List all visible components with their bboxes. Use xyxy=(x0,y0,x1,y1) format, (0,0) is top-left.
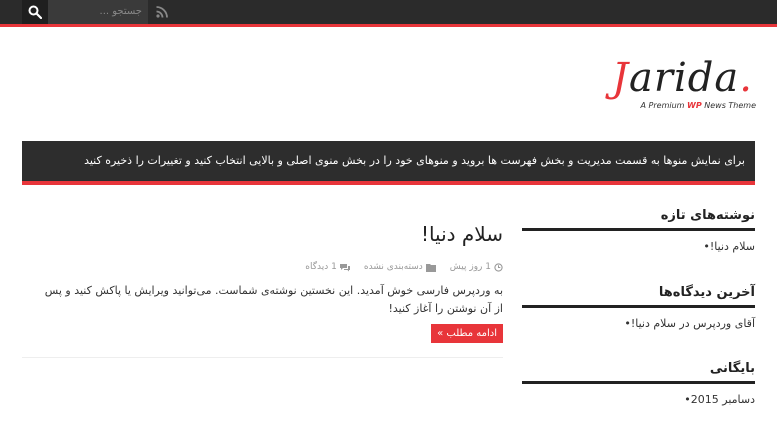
rss-icon[interactable] xyxy=(155,5,169,19)
logo-wordmark: Jarida. xyxy=(612,55,753,101)
folder-icon xyxy=(426,263,436,272)
widget-title: نوشته‌های تازه xyxy=(660,208,755,223)
post-excerpt: به وردپرس فارسی خوش آمدید. این نخستین نوشته‌ی شماست. می‌توانید ویرایش یا پاکش کنید و پس از آن نوشتن را آغاز کنید! xyxy=(44,284,503,315)
nav-notice: برای نمایش منوها به قسمت مدیریت و بخش فهرست ها بروید و منوهای خود را در بخش منوی اصلی و بالایی انتخاب کنید و تغییرات را ذخیره کنید xyxy=(84,154,745,167)
site-logo[interactable] xyxy=(612,55,762,115)
widget-title-bar xyxy=(522,305,755,308)
post-title[interactable]: سلام دنیا! xyxy=(420,222,503,246)
post-comments[interactable]: 1 دیدگاه xyxy=(305,262,350,272)
widget-title: بایگانی xyxy=(709,361,755,376)
widget-recent-comments xyxy=(522,282,755,330)
post-meta xyxy=(305,262,503,272)
search-button[interactable] xyxy=(22,0,48,24)
post-date: 1 روز پیش xyxy=(450,262,503,272)
widget-title: آخرین دیدگاه‌ها xyxy=(658,285,755,300)
list-item[interactable]: دسامبر 2015• xyxy=(684,393,755,406)
logo-tagline: A Premium WP News Theme xyxy=(640,101,756,110)
main-nav xyxy=(22,141,755,181)
widget-archives xyxy=(522,358,755,406)
list-item[interactable]: آقای وردپرس در سلام دنیا!• xyxy=(624,317,755,330)
post-divider xyxy=(22,357,503,358)
widget-recent-posts xyxy=(522,205,755,253)
widget-title-bar xyxy=(522,381,755,384)
comments-icon xyxy=(340,263,350,272)
nav-accent-line xyxy=(22,181,755,185)
search-icon xyxy=(28,5,42,19)
search-input[interactable]: جستجو ... xyxy=(48,0,148,24)
top-accent-line xyxy=(0,24,777,27)
list-item[interactable]: سلام دنیا!• xyxy=(703,240,755,253)
clock-icon xyxy=(494,263,503,272)
read-more-button[interactable]: ادامه مطلب » xyxy=(431,324,503,343)
widget-title-bar xyxy=(522,228,755,231)
post-category[interactable]: دسته‌بندی نشده xyxy=(364,262,436,272)
